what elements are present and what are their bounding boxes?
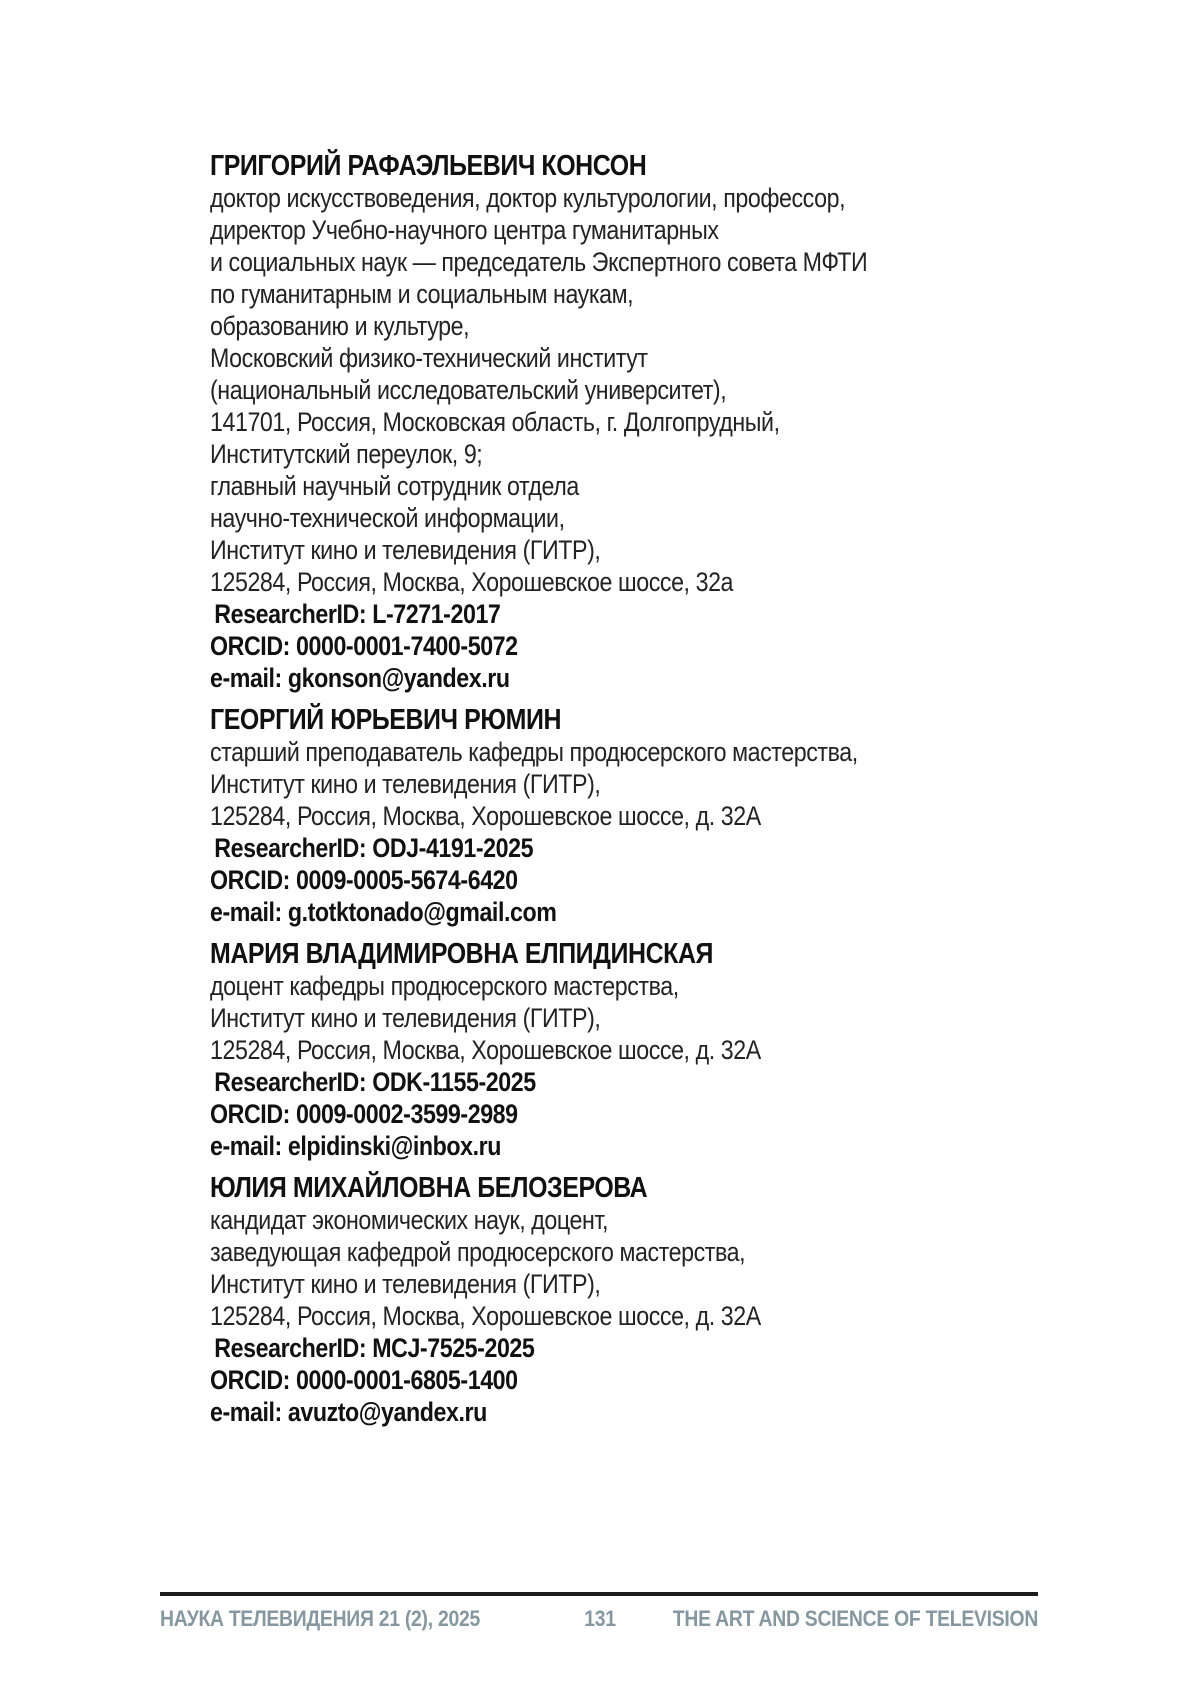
orcid: ORCID: 0009-0002-3599-2989 xyxy=(210,1099,518,1129)
email: e-mail: elpidinski@inbox.ru xyxy=(210,1131,502,1161)
author-bio-line: Московский физико-технический институт xyxy=(210,343,648,373)
author-bio-line: по гуманитарным и социальным наукам, xyxy=(210,279,634,309)
author-bio-line: Институт кино и телевидения (ГИТР), xyxy=(210,1269,601,1299)
footer-page-number: 131 xyxy=(584,1606,616,1631)
researcher-id: ResearcherID: MCJ-7525-2025 xyxy=(214,1333,535,1363)
author-bio-line: доцент кафедры продюсерского мастерства, xyxy=(210,971,679,1001)
researcher-id: ResearcherID: ODJ-4191-2025 xyxy=(214,833,534,863)
author-bio-line: 125284, Россия, Москва, Хорошевское шоссе, д. 32А xyxy=(210,801,761,831)
author-bio-line: научно-технической информации, xyxy=(210,503,565,533)
author-name: ГРИГОРИЙ РАФАЭЛЬЕВИЧ КОНСОН xyxy=(210,150,647,182)
author-bio-line: заведующая кафедрой продюсерского мастерства, xyxy=(210,1237,746,1267)
author-block xyxy=(210,938,1130,1162)
author-bio-line: 125284, Россия, Москва, Хорошевское шоссе, д. 32А xyxy=(210,1301,761,1331)
author-bio-line: Институт кино и телевидения (ГИТР), xyxy=(210,769,601,799)
author-block xyxy=(210,704,1130,928)
author-block xyxy=(210,1172,1130,1428)
email: e-mail: g.totktonado@gmail.com xyxy=(210,897,557,927)
orcid: ORCID: 0000-0001-6805-1400 xyxy=(210,1365,518,1395)
author-bio-line: кандидат экономических наук, доцент, xyxy=(210,1205,609,1235)
email: e-mail: avuzto@yandex.ru xyxy=(210,1397,487,1427)
author-bio-line: Институтский переулок, 9; xyxy=(210,439,483,469)
researcher-id: ResearcherID: L-7271-2017 xyxy=(214,599,501,629)
author-bio-line: Институт кино и телевидения (ГИТР), xyxy=(210,535,601,565)
author-bio-line: 125284, Россия, Москва, Хорошевское шоссе, 32а xyxy=(210,567,734,597)
orcid: ORCID: 0000-0001-7400-5072 xyxy=(210,631,518,661)
orcid: ORCID: 0009-0005-5674-6420 xyxy=(210,865,518,895)
author-bio-line: Институт кино и телевидения (ГИТР), xyxy=(210,1003,601,1033)
email: e-mail: gkonson@yandex.ru xyxy=(210,663,510,693)
author-block xyxy=(210,150,1130,694)
author-name: МАРИЯ ВЛАДИМИРОВНА ЕЛПИДИНСКАЯ xyxy=(210,938,714,970)
author-bio-line: главный научный сотрудник отдела xyxy=(210,471,579,501)
author-bio-line: образованию и культуре, xyxy=(210,311,470,341)
author-bio-line: и социальных наук — председатель Экспертного совета МФТИ xyxy=(210,247,868,277)
author-bio-line: директор Учебно-научного центра гуманитарных xyxy=(210,215,719,245)
researcher-id: ResearcherID: ODK-1155-2025 xyxy=(214,1067,536,1097)
author-name: ГЕОРГИЙ ЮРЬЕВИЧ РЮМИН xyxy=(210,704,562,736)
author-bio-line: 125284, Россия, Москва, Хорошевское шоссе, д. 32А xyxy=(210,1035,761,1065)
footer-journal-title-en: THE ART AND SCIENCE OF TELEVISION xyxy=(672,1606,1038,1631)
footer xyxy=(0,1606,1200,1636)
author-bio-line: 141701, Россия, Московская область, г. Долгопрудный, xyxy=(210,407,780,437)
author-name: ЮЛИЯ МИХАЙЛОВНА БЕЛОЗЕРОВА xyxy=(210,1172,648,1204)
footer-rule xyxy=(160,1592,1038,1596)
author-bio-line: доктор искусствоведения, доктор культурологии, профессор, xyxy=(210,183,846,213)
authors-column xyxy=(210,150,1130,1428)
author-bio-line: старший преподаватель кафедры продюсерского мастерства, xyxy=(210,737,858,767)
footer-journal-title-ru: НАУКА ТЕЛЕВИДЕНИЯ 21 (2), 2025 xyxy=(160,1606,480,1631)
author-bio-line: (национальный исследовательский университет), xyxy=(210,375,727,405)
